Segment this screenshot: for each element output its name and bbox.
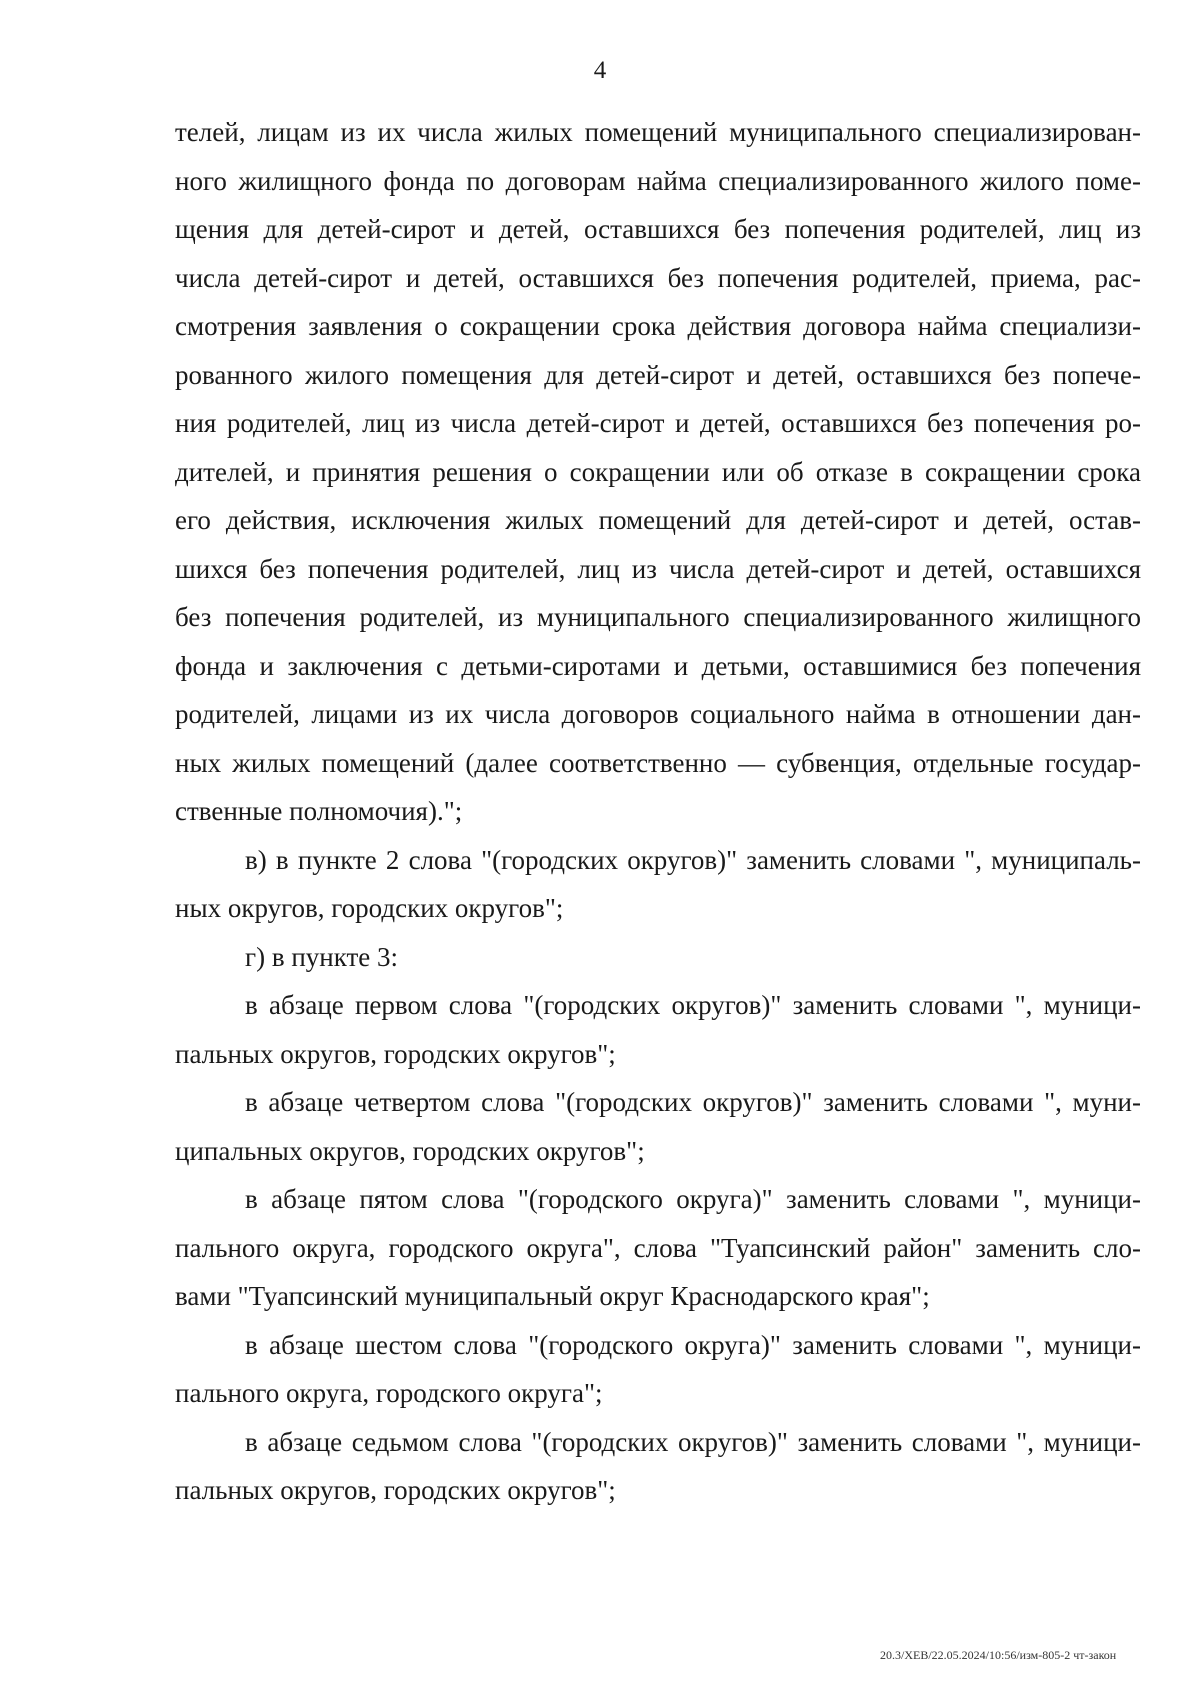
body-line: ципальных округов, городских округов"; (175, 1135, 645, 1166)
amendment-paragraph-sixth: в абзаце шестом слова "(городского округа)" заменить словами ", муници- (245, 1329, 1141, 1360)
body-line: числа детей-сирот и детей, оставшихся без попечения родителей, приема, рас- (175, 262, 1141, 293)
body-line: без попечения родителей, из муниципального специализированного жилищного (175, 602, 1141, 632)
body-line: дителей, и принятия решения о сокращении или об отказе в сокращении срока (175, 456, 1141, 487)
body-line: щения для детей-сирот и детей, оставшихся без попечения родителей, лиц из (175, 214, 1141, 244)
body-line: ния родителей, лиц из числа детей-сирот и детей, оставшихся без попечения ро- (175, 408, 1141, 438)
amendment-paragraph-seventh: в абзаце седьмом слова "(городских округов)" заменить словами ", муници- (245, 1426, 1141, 1457)
body-line: его действия, исключения жилых помещений для детей-сирот и детей, остав- (175, 505, 1141, 535)
body-line: вами "Туапсинский муниципальный округ Краснодарского края"; (175, 1281, 930, 1311)
body-line: ных округов, городских округов"; (175, 893, 564, 923)
amendment-paragraph-first: в абзаце первом слова "(городских округов)" заменить словами ", муници- (245, 990, 1141, 1020)
body-line: шихся без попечения родителей, лиц из числа детей-сирот и детей, оставшихся (175, 553, 1141, 584)
amendment-paragraph-g: г) в пункте 3: (245, 941, 399, 972)
body-line: фонда и заключения с детьми-сиротами и детьми, оставшимися без попечения (175, 650, 1141, 681)
body-line: телей, лицам из их числа жилых помещений муниципального специализирован- (175, 117, 1141, 147)
amendment-paragraph-fifth: в абзаце пятом слова "(городского округа)" заменить словами ", муници- (245, 1184, 1141, 1214)
body-line: пальных округов, городских округов"; (175, 1038, 616, 1069)
body-line: ных жилых помещений (далее соответственно — субвенция, отдельные государ- (175, 747, 1141, 778)
amendment-paragraph-v: в) в пункте 2 слова "(городских округов)" заменить словами ", муниципаль- (245, 844, 1141, 875)
body-line: пального округа, городского округа"; (175, 1378, 603, 1408)
body-line: ного жилищного фонда по договорам найма специализированного жилого поме- (175, 165, 1141, 196)
body-line: рованного жилого помещения для детей-сирот и детей, оставшихся без попече- (175, 359, 1141, 390)
document-body (175, 108, 1141, 1515)
page-number: 4 (593, 57, 607, 84)
body-line: смотрения заявления о сокращении срока действия договора найма специализи- (175, 311, 1141, 341)
document-registration-code: 20.3/ХЕВ/22.05.2024/10:56/изм-805-2 чт-закон (880, 1648, 1117, 1662)
body-line: пального округа, городского округа", слова "Туапсинский район" заменить сло- (175, 1232, 1141, 1263)
body-line: родителей, лицами из их числа договоров социального найма в отношении дан- (175, 699, 1141, 729)
amendment-paragraph-fourth: в абзаце четвертом слова "(городских округов)" заменить словами ", муни- (245, 1087, 1141, 1117)
body-line: пальных округов, городских округов"; (175, 1475, 616, 1505)
body-line: ственные полномочия)."; (175, 796, 463, 826)
